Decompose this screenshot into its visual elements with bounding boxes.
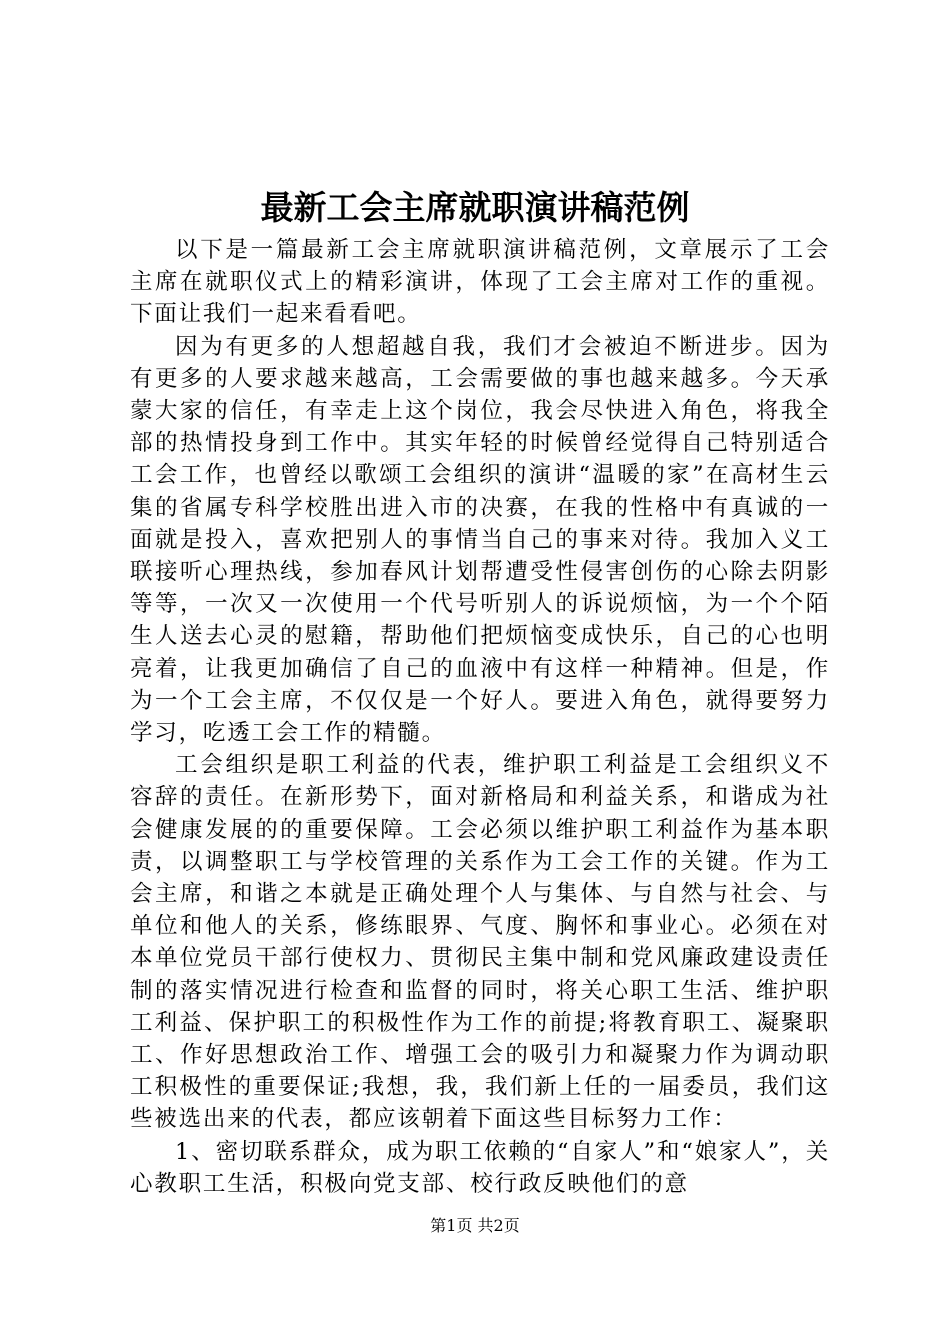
paragraph-goal-1: 1、密切联系群众，成为职工依赖的“自家人”和“娘家人”，关心教职工生活，积极向党支部、校行政反映他们的意: [130, 1138, 830, 1197]
document-title: 最新工会主席就职演讲稿范例: [260, 188, 690, 227]
page-number-footer: 第1页 共2页: [430, 1216, 520, 1235]
document-body: [130, 234, 830, 1200]
paragraph-union-role: 工会组织是职工利益的代表，维护职工利益是工会组织义不容辞的责任。在新形势下，面对新格局和利益关系，和谐成为社会健康发展的的重要保障。工会必须以维护职工利益作为基本职责，以调整职工与学校管理的关系作为工会工作的关键。作为工会主席，和谐之本就是正确处理个人与集体、与自然与社会、与单位和他人的关系，修练眼界、气度、胸怀和事业心。必须在对本单位党员干部行使权力、贯彻民主集中制和党风廉政建设责任制的落实情况进行检查和监督的同时，将关心职工生活、维护职工利益、保护职工的积极性作为工作的前提;将教育职工、凝聚职工、作好思想政治工作、增强工会的吸引力和凝聚力作为调动职工积极性的重要保证;我想，我，我们新上任的一届委员，我们这些被选出来的代表，都应该朝着下面这些目标努力工作：: [130, 752, 830, 1133]
paragraph-intro: 以下是一篇最新工会主席就职演讲稿范例，文章展示了工会主席在就职仪式上的精彩演讲，体现了工会主席对工作的重视。下面让我们一起来看看吧。: [130, 237, 830, 328]
paragraph-self-introduction: 因为有更多的人想超越自我，我们才会被迫不断进步。因为有更多的人要求越来越高，工会需要做的事也越来越多。今天承蒙大家的信任，有幸走上这个岗位，我会尽快进入角色，将我全部的热情投身到工作中。其实年轻的时候曾经觉得自己特别适合工会工作，也曾经以歌颂工会组织的演讲“温暖的家”在高材生云集的省属专科学校胜出进入市的决赛，在我的性格中有真诚的一面就是投入，喜欢把别人的事情当自己的事来对待。我加入义工联接听心理热线，参加春风计划帮遭受性侵害创伤的心除去阴影等等，一次又一次使用一个代号听别人的诉说烦恼，为一个个陌生人送去心灵的慰籍，帮助他们把烦恼变成快乐，自己的心也明亮着，让我更加确信了自己的血液中有这样一种精神。但是，作为一个工会主席，不仅仅是一个好人。要进入角色，就得要努力学习，吃透工会工作的精髓。: [130, 333, 830, 747]
